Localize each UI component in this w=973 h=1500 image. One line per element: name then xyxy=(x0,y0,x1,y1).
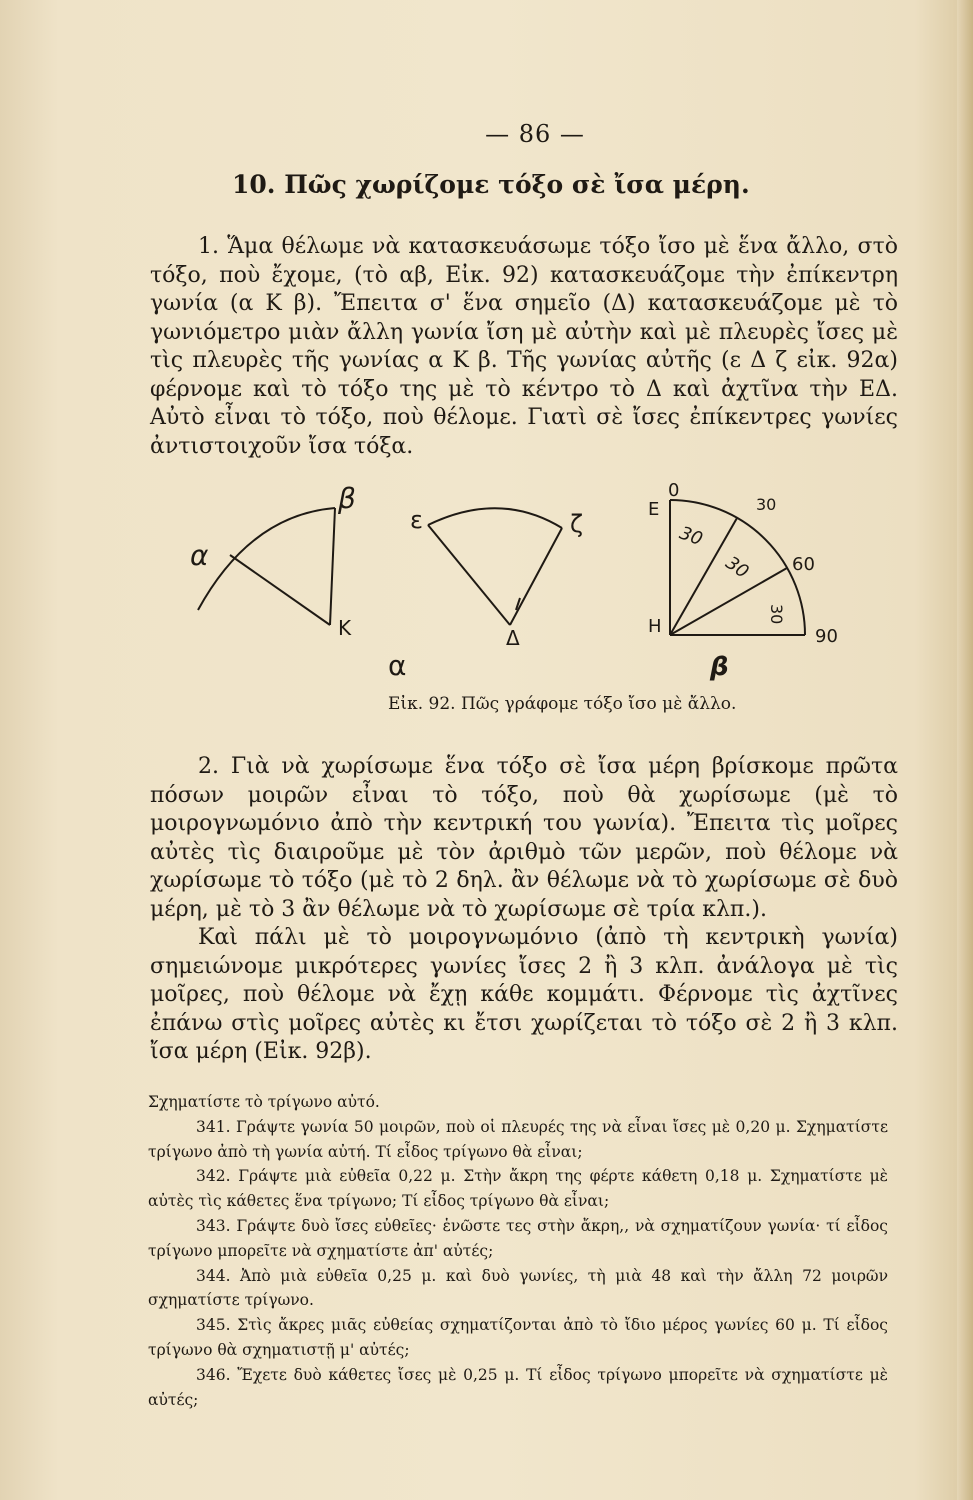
angle-label-1: 30 xyxy=(676,522,706,551)
exercise-item: 344. Ἀπὸ μιὰ εὐθεῖα 0,25 μ. καὶ δυὸ γωνίες, τὴ μιὰ 48 καὶ τὴν ἄλλη 72 μοιρῶν σχηματίστε τρίγωνο. xyxy=(148,1266,888,1310)
label-60: 60 xyxy=(792,554,815,575)
label-beta-caption: β xyxy=(710,652,729,682)
angle-label-2: 30 xyxy=(721,552,753,583)
figure-92-a xyxy=(198,508,335,625)
paragraph-1-text: 1. Ἅμα θέλωμε νὰ κατασκευάσωμε τόξο ἴσο μὲ ἕνα ἄλλο, στὸ τόξο, ποὺ ἔχομε, (τὸ αβ, Εἰκ. 92) κατασκευάζομε τὴν ἐπίκεντρη γωνία (α Κ β). Ἔπειτα σ' ἕνα σημεῖο (Δ) κατασκευάζομε μὲ τὸ γωνιόμετρο μιὰν ἄλλη γωνία ἴση μὲ αὐτὴν καὶ μὲ πλευρὲς ἴσες μὲ τὶς πλευρὲς τῆς γωνίας α Κ β. Τῆς γωνίας αὐτῆς (ε Δ ζ εἰκ. 92α) φέρνομε καὶ τὸ τόξο της μὲ τὸ κέντρο τὸ Δ καὶ ἀχτῖνα τὴν ΕΔ. Αὐτὸ εἶναι τὸ τόξο, ποὺ θέλομε. Γιατὶ σὲ ἴσες ἐπίκεντρες γωνίες ἀντιστοιχοῦν ἴσα τόξα. xyxy=(150,234,898,459)
arc-epsilon-zeta xyxy=(428,508,562,528)
figure-caption: Εἰκ. 92. Πῶς γράφομε τόξο ἴσο μὲ ἄλλο. xyxy=(388,694,737,714)
arc-alpha-beta xyxy=(198,508,335,610)
figure-92 xyxy=(170,470,870,720)
label-beta: β xyxy=(338,482,356,515)
exercise-item: 343. Γράψτε δυὸ ἴσες εὐθεῖες· ἑνῶστε τες στὴν ἄκρη,, νὰ σχηματίζουν γωνία· τί εἶδος τρίγωνο μπορεῖτε νὰ σχηματίστε ἀπ' αὐτές; xyxy=(148,1216,888,1260)
page-edge xyxy=(957,0,973,1500)
angle-label-3: 30 xyxy=(767,604,786,625)
ray-60 xyxy=(670,568,787,635)
radius-K-alpha xyxy=(230,555,330,625)
exercise-intro: Σχηματίστε τὸ τρίγωνο αὐτό. xyxy=(148,1093,380,1111)
exercise-item: 341. Γράψτε γωνία 50 μοιρῶν, ποὺ οἱ πλευρές της νὰ εἶναι ἴσες μὲ 0,20 μ. Σχηματίστε τρίγωνο ἀπὸ τὴ γωνία αὐτή. Τί εἶδος τρίγωνο θὰ εἶναι; xyxy=(148,1117,888,1161)
radius-Delta-epsilon xyxy=(428,525,510,625)
label-alpha: α xyxy=(190,539,209,572)
label-zeta: ζ xyxy=(570,510,584,538)
exercise-item: 342. Γράψτε μιὰ εὐθεῖα 0,22 μ. Στὴν ἄκρη της φέρτε κάθετη 0,18 μ. Σχηματίστε μὲ αὐτὲς τὶς κάθετες ἕνα τρίγωνο; Τί εἶδος τρίγωνο θὰ εἶναι; xyxy=(148,1167,888,1211)
label-90: 90 xyxy=(815,626,838,647)
radius-Delta-zeta xyxy=(510,528,562,625)
paragraph-2: 2. Γιὰ νὰ χωρίσωμε ἕνα τόξο σὲ ἴσα μέρη βρίσκομε πρῶτα πόσων μοιρῶν εἶναι τὸ τόξο, ποὺ θὰ χωρίσωμε (μὲ τὸ μοιρογνωμόνιο ἀπὸ τὴν κεντρική του γωνία). Ἔπειτα τὶς μοῖρες αὐτὲς τὶς διαιροῦμε μὲ τὸν ἀριθμὸ τῶν μερῶν, ποὺ θέλομε νὰ χωρίσωμε τὸ τόξο (μὲ τὸ 2 δηλ. ἂν θέλωμε νὰ τὸ χωρίσωμε σὲ δυὸ μέρη, μὲ τὸ 3 ἂν θέλωμε νὰ τὸ χωρίσωμε σὲ τρία κλπ.). xyxy=(150,754,898,922)
label-alpha-caption: α xyxy=(388,649,407,682)
label-E: Ε xyxy=(648,499,660,520)
paragraph-2-block xyxy=(150,753,898,1067)
label-epsilon: ε xyxy=(410,506,423,534)
label-zero: 0 xyxy=(668,480,680,501)
paragraph-3: Καὶ πάλι μὲ τὸ μοιρογνωμόνιο (ἀπὸ τὴ κεντρικὴ γωνία) σημειώνομε μικρότερες γωνίες ἴσες 2 ἢ 3 κλπ. ἀνάλογα μὲ τὶς μοῖρες, ποὺ θέλομε νὰ ἔχῃ κάθε κομμάτι. Φέρνομε τὶς ἀχτῖνες ἐπάνω στὶς μοῖρες αὐτὲς κι ἔτσι χωρίζεται τὸ τόξο σὲ 2 ἢ 3 κλπ. ἴσα μέρη (Εἰκ. 92β). xyxy=(150,925,898,1064)
label-K: Κ xyxy=(338,616,352,640)
page-number: — 86 — xyxy=(485,120,585,148)
label-30-top: 30 xyxy=(756,495,777,514)
exercises xyxy=(148,1090,888,1412)
section-heading: 10. Πῶς χωρίζομε τόξο σὲ ἴσα μέρη. xyxy=(232,170,750,199)
radius-K-beta xyxy=(330,508,335,625)
exercise-item: 345. Στὶς ἄκρες μιᾶς εὐθείας σχηματίζονται ἀπὸ τὸ ἴδιο μέρος γωνίες 60 μ. Τί εἶδος τρίγωνο θὰ σχηματιστῇ μ' αὐτές; xyxy=(148,1316,888,1359)
exercise-item: 346. Ἔχετε δυὸ κάθετες ἴσες μὲ 0,25 μ. Τί εἶδος τρίγωνο μπορεῖτε νὰ σχηματίστε μὲ αὐτές; xyxy=(148,1365,888,1409)
label-Delta: Δ xyxy=(506,626,520,650)
paragraph-1 xyxy=(150,233,898,461)
label-H: Η xyxy=(648,616,662,637)
figure-92-b xyxy=(428,508,562,625)
